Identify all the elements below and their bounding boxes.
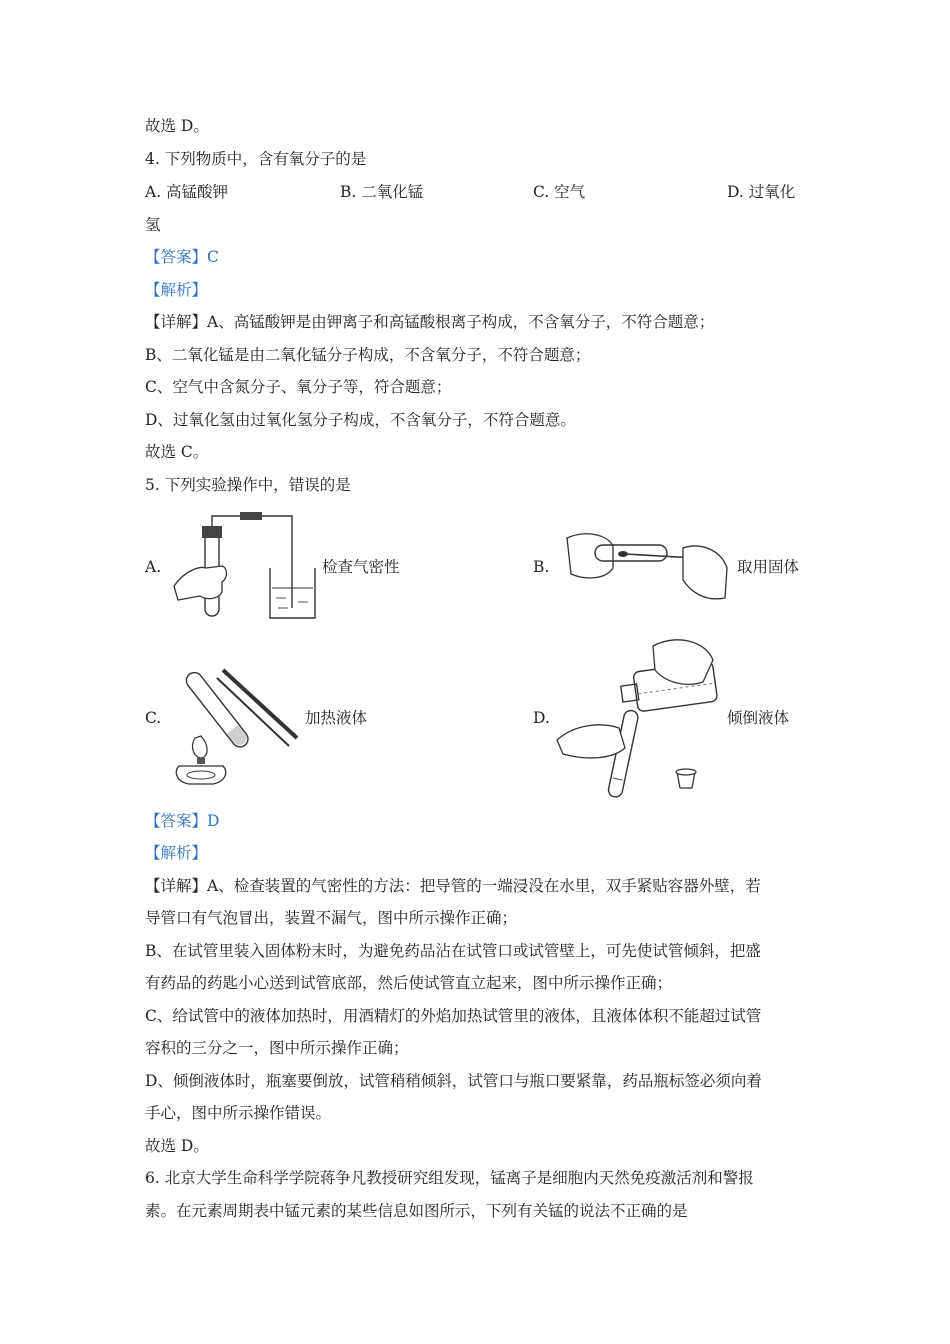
- q5-detail-line: 有药品的药匙小心送到试管底部，然后使试管直立起来，图中所示操作正确；: [145, 974, 673, 992]
- q4-conclusion: 故选 C。: [145, 443, 209, 461]
- q5-detail-line: 导管口有气泡冒出，装置不漏气，图中所示操作正确；: [145, 909, 518, 927]
- airtightness-check-figure: [170, 508, 320, 623]
- q4-detail-line: D、过氧化氢由过氧化氢分子构成，不含氧分子，不符合题意。: [145, 411, 576, 429]
- q5-option-d-caption: 倾倒液体: [727, 709, 790, 727]
- q4-analysis-tag: 【解析】: [145, 281, 208, 299]
- q5-detail-line: C、给试管中的液体加热时，用酒精灯的外焰加热试管里的液体，且液体体积不能超过试管: [145, 1007, 762, 1025]
- q4-answer: 【答案】C: [145, 248, 219, 266]
- q4-option-b: B. 二氧化锰: [340, 183, 424, 201]
- question-6-stem-line: 素。在元素周期表中锰元素的某些信息如图所示，下列有关锰的说法不正确的是: [145, 1202, 688, 1220]
- heating-liquid-figure: [165, 650, 305, 785]
- q4-option-a: A. 高锰酸钾: [145, 183, 229, 201]
- q4-detail-line: C、空气中含氮分子、氧分子等，符合题意；: [145, 378, 452, 396]
- q5-option-a-letter: A.: [145, 558, 162, 576]
- question-6-stem-line: 6. 北京大学生命科学学院蒋争凡教授研究组发现，锰离子是细胞内天然免疫激活剂和警报: [145, 1169, 754, 1187]
- take-solid-figure: [565, 528, 735, 608]
- q5-option-c-letter: C.: [145, 709, 162, 727]
- question-5-stem: 5. 下列实验操作中，错误的是: [145, 476, 351, 494]
- q5-analysis-tag: 【解析】: [145, 844, 208, 862]
- q5-option-c-caption: 加热液体: [305, 709, 368, 727]
- q5-option-b-caption: 取用固体: [737, 558, 800, 576]
- conclusion-line: 故选 D。: [145, 117, 209, 135]
- q4-detail-line: 【详解】A、高锰酸钾是由钾离子和高锰酸根离子构成，不含氧分子，不符合题意；: [145, 313, 715, 331]
- q5-conclusion: 故选 D。: [145, 1137, 209, 1155]
- q5-option-a-caption: 检查气密性: [322, 558, 400, 576]
- q5-detail-line: D、倾倒液体时，瓶塞要倒放，试管稍稍倾斜，试管口与瓶口要紧靠，药品瓶标签必须向着: [145, 1072, 762, 1090]
- question-4-stem: 4. 下列物质中，含有氧分子的是: [145, 150, 367, 168]
- q5-option-b-letter: B.: [533, 558, 550, 576]
- q4-option-c: C. 空气: [533, 183, 586, 201]
- q5-detail-line: 【详解】A、检查装置的气密性的方法：把导管的一端浸没在水里，双手紧贴容器外壁，若: [145, 877, 761, 895]
- q4-option-d: D. 过氧化: [727, 183, 796, 201]
- q5-detail-line: 容积的三分之一，图中所示操作正确；: [145, 1039, 409, 1057]
- q4-option-d-wrap: 氢: [145, 216, 161, 234]
- q5-detail-line: B、在试管里装入固体粉末时，为避免药品沾在试管口或试管壁上，可先使试管倾斜，把盛: [145, 942, 761, 960]
- q4-detail-line: B、二氧化锰是由二氧化锰分子构成，不含氧分子，不符合题意；: [145, 346, 591, 364]
- pour-liquid-figure: [555, 630, 725, 800]
- q5-detail-line: 手心，图中所示操作错误。: [145, 1104, 332, 1122]
- q5-answer: 【答案】D: [145, 812, 220, 830]
- q5-option-d-letter: D.: [533, 709, 550, 727]
